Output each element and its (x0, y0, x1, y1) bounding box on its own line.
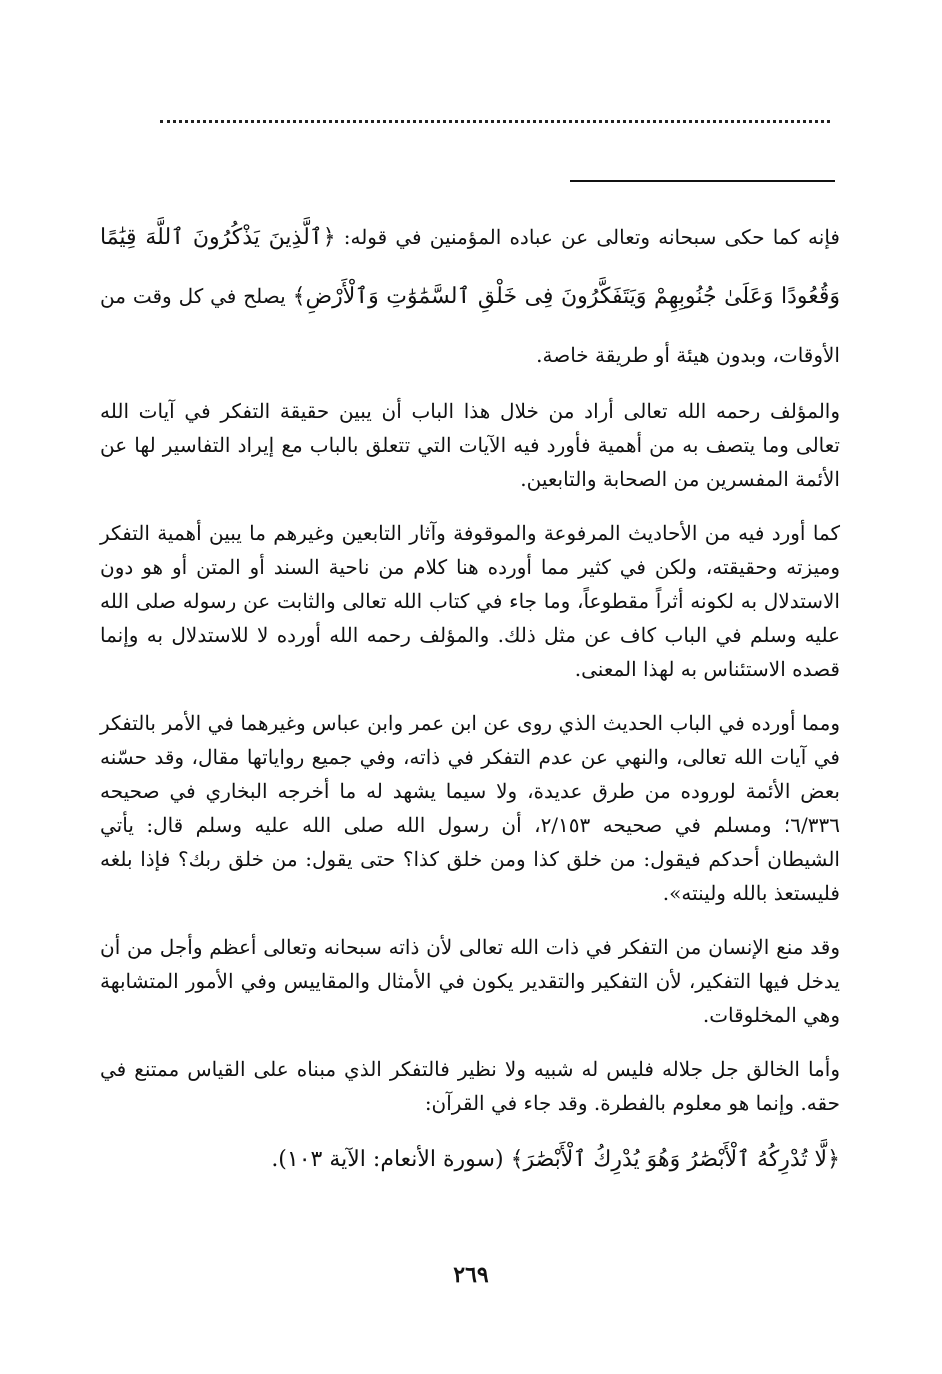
header-short-rule (570, 180, 835, 182)
paragraph-4: ومما أورده في الباب الحديث الذي روى عن ابن عمر وابن عباس وغيرهما في الأمر بالتفكر في آيات الله تعالى، والنهي عن عدم التفكر في ذاته، وفي جميع رواياتها مقال، وقد حسّنه بعض الأئمة لوروده من طرق عديدة، ولا سيما يشهد له ما أخرجه البخاري في صحيحه ٦/٣٣٦؛ ومسلم في صحيحه ٢/١٥٣، أن رسول الله صلى الله عليه وسلم قال: يأتي الشيطان أحدكم فيقول: من خلق كذا ومن خلق كذا؟ حتى يقول: من خلق ربك؟ فإذا بلغه فليستعذ بالله ولينته». (100, 711, 840, 905)
paragraph-1 (100, 208, 840, 384)
quran-verse: ﴿لَّا تُدْرِكُهُ ٱلْأَبْصَٰرُ وَهُوَ يُدْرِكُ ٱلْأَبْصَٰرَ﴾ (510, 1147, 840, 1172)
paragraph-6: وأما الخالق جل جلاله فليس له شبيه ولا نظير فالتفكر الذي مبناه على القياس ممتنع في حقه. وإنما هو معلوم بالفطرة. وقد جاء في القرآن: (100, 1057, 840, 1115)
paragraph-3: كما أورد فيه من الأحاديث المرفوعة والموقوفة وآثار التابعين وغيرهم ما يبين أهمية التفكر وميزته وحقيقته، ولكن في كثير مما أورده هنا كلام من ناحية السند أو المتن أو هو دون الاستدلال به لكونه أثراً مقطوعاً، وما جاء في كتاب الله تعالى والثابت عن رسوله صلى الله عليه وسلم في الباب كاف عن مثل ذلك. والمؤلف رحمه الله أورده لا للاستدلال به وإنما قصده الاستئناس به لهذا المعنى. (100, 521, 840, 681)
paragraph-1-intro: فإنه كما حكى سبحانه وتعالى عن عباده المؤمنين في قوله: (335, 225, 840, 249)
paragraph-1-rest: يصلح في كل وقت من الأوقات، وبدون هيئة أو طريقة خاصة. (100, 284, 840, 367)
quran-verse-line (100, 1140, 840, 1180)
page-number: ٢٦٩ (453, 1262, 489, 1288)
quran-verse-inline: ﴿ٱلَّذِينَ يَذْكُرُونَ ٱللَّهَ قِيَٰمًا وَقُعُودًا وَعَلَىٰ جُنُوبِهِمْ وَيَتَفَكَّرُونَ فِى خَلْقِ ٱلسَّمَٰوَٰتِ وَٱلْأَرْضِ﴾ (100, 225, 841, 309)
page-body (100, 208, 840, 1180)
header-dotted-rule (160, 120, 830, 133)
verse-reference: (سورة الأنعام: الآية ١٠٣). (271, 1147, 511, 1172)
paragraph-2: والمؤلف رحمه الله تعالى أراد من خلال هذا الباب أن يبين حقيقة التفكر في آيات الله تعالى وما يتصف به من أهمية فأورد فيه الآيات التي تتعلق بالباب مع إيراد التفاسير لها عن الأئمة المفسرين من الصحابة والتابعين. (100, 399, 840, 491)
paragraph-5: وقد منع الإنسان من التفكر في ذات الله تعالى لأن ذاته سبحانه وتعالى أعظم وأجل من أن يدخل فيها التفكير، لأن التفكير والتقدير يكون في الأمثال والمقاييس وفي الأمور المتشابهة وهي المخلوقات. (100, 935, 840, 1027)
